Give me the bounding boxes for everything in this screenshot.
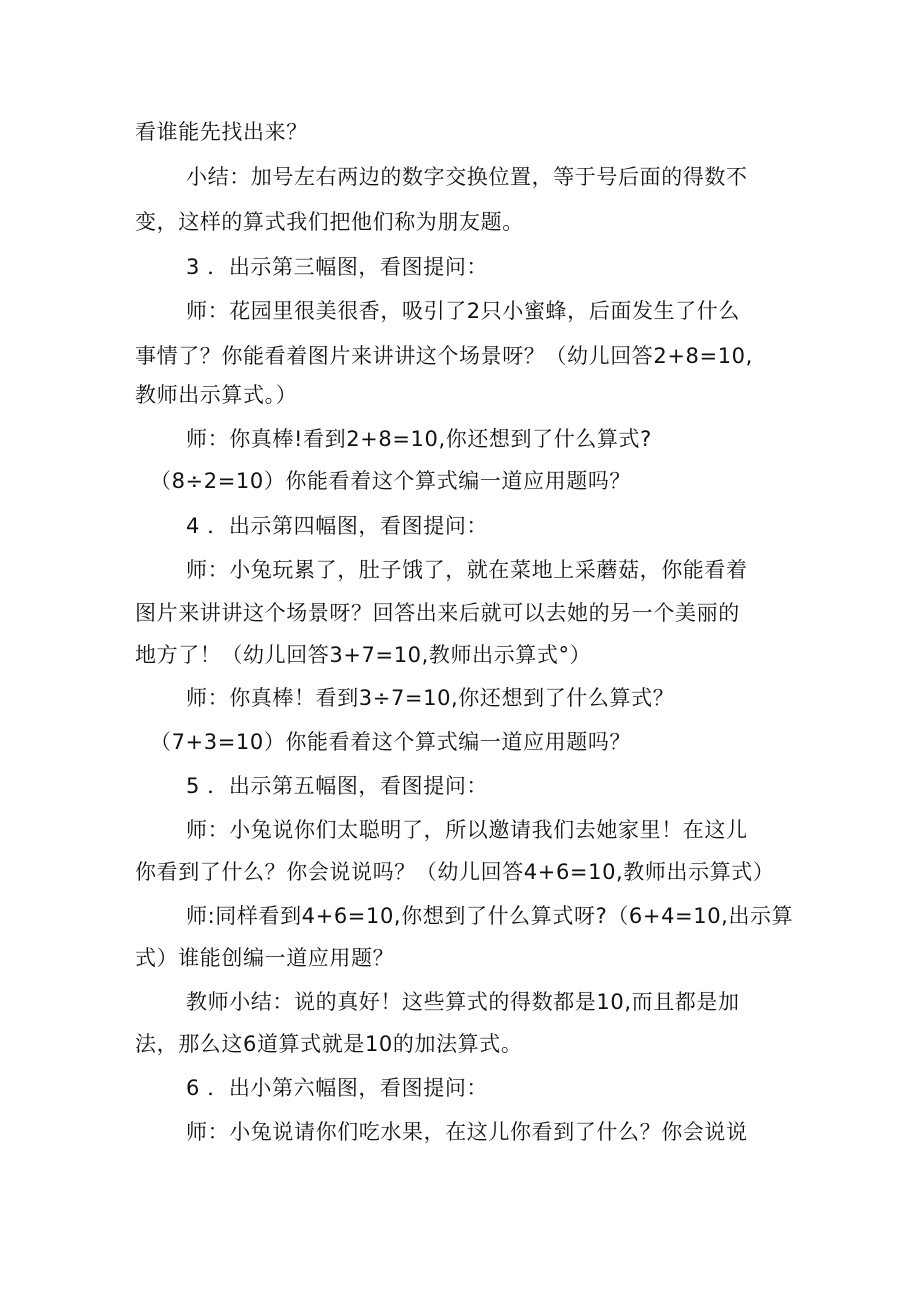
text-line: 变，这样的算式我们把他们称为朋友题。 xyxy=(135,210,524,234)
text-line: 师：小兔玩累了，肚子饿了，就在菜地上采蘑菇，你能看着 xyxy=(186,558,748,582)
text-line: 式）谁能创编一道应用题？ xyxy=(135,946,395,970)
text-line: 师：小兔说你们太聪明了，所以邀请我们去她家里！在这儿 xyxy=(186,818,748,842)
text-line: 地方了！（幼儿回答3+7=10,教师出示算式°） xyxy=(135,643,592,667)
text-line: 师：花园里很美很香，吸引了2只小蜜蜂，后面发生了什么 xyxy=(186,299,740,323)
text-line: 事情了？你能看着图片来讲讲这个场景呀？（幼儿回答2+8=10, xyxy=(135,344,753,368)
text-line: （8÷2=10）你能看着这个算式编一道应用题吗？ xyxy=(150,469,632,493)
text-line: 5 ．出示第五幅图，看图提问： xyxy=(186,774,489,798)
text-line: 教师小结：说的真好！这些算式的得数都是10,而且都是加 xyxy=(186,990,740,1014)
text-line: 师：你真棒!看到2+8=10,你还想到了什么算式? xyxy=(186,427,652,451)
text-line: 看谁能先找出来？ xyxy=(135,120,308,144)
text-line: 6 ．出小第六幅图，看图提问： xyxy=(186,1076,489,1100)
text-line: 3 ．出示第三幅图，看图提问： xyxy=(186,255,489,279)
text-line: 4 ．出示第四幅图，看图提问： xyxy=(186,514,489,538)
text-line: 你看到了什么？你会说说吗？（幼儿回答4+6=10,教师出示算式） xyxy=(135,860,775,884)
text-line: 教师出示算式。） xyxy=(135,383,298,407)
text-line: 师:同样看到4+6=10,你想到了什么算式呀?（6+4=10,出示算 xyxy=(186,904,794,928)
text-line: 师：你真棒！看到3÷7=10,你还想到了什么算式？ xyxy=(186,686,675,710)
text-line: 法，那么这6道算式就是10的加法算式。 xyxy=(135,1032,523,1056)
text-line: 师：小兔说请你们吃水果，在这儿你看到了什么？你会说说 xyxy=(186,1120,748,1144)
text-line: （7+3=10）你能看着这个算式编一道应用题吗？ xyxy=(150,730,632,754)
text-line: 小结：加号左右两边的数字交换位置，等于号后面的得数不 xyxy=(186,165,748,189)
text-line: 图片来讲讲这个场景呀？回答出来后就可以去她的另一个美丽的 xyxy=(135,601,740,625)
